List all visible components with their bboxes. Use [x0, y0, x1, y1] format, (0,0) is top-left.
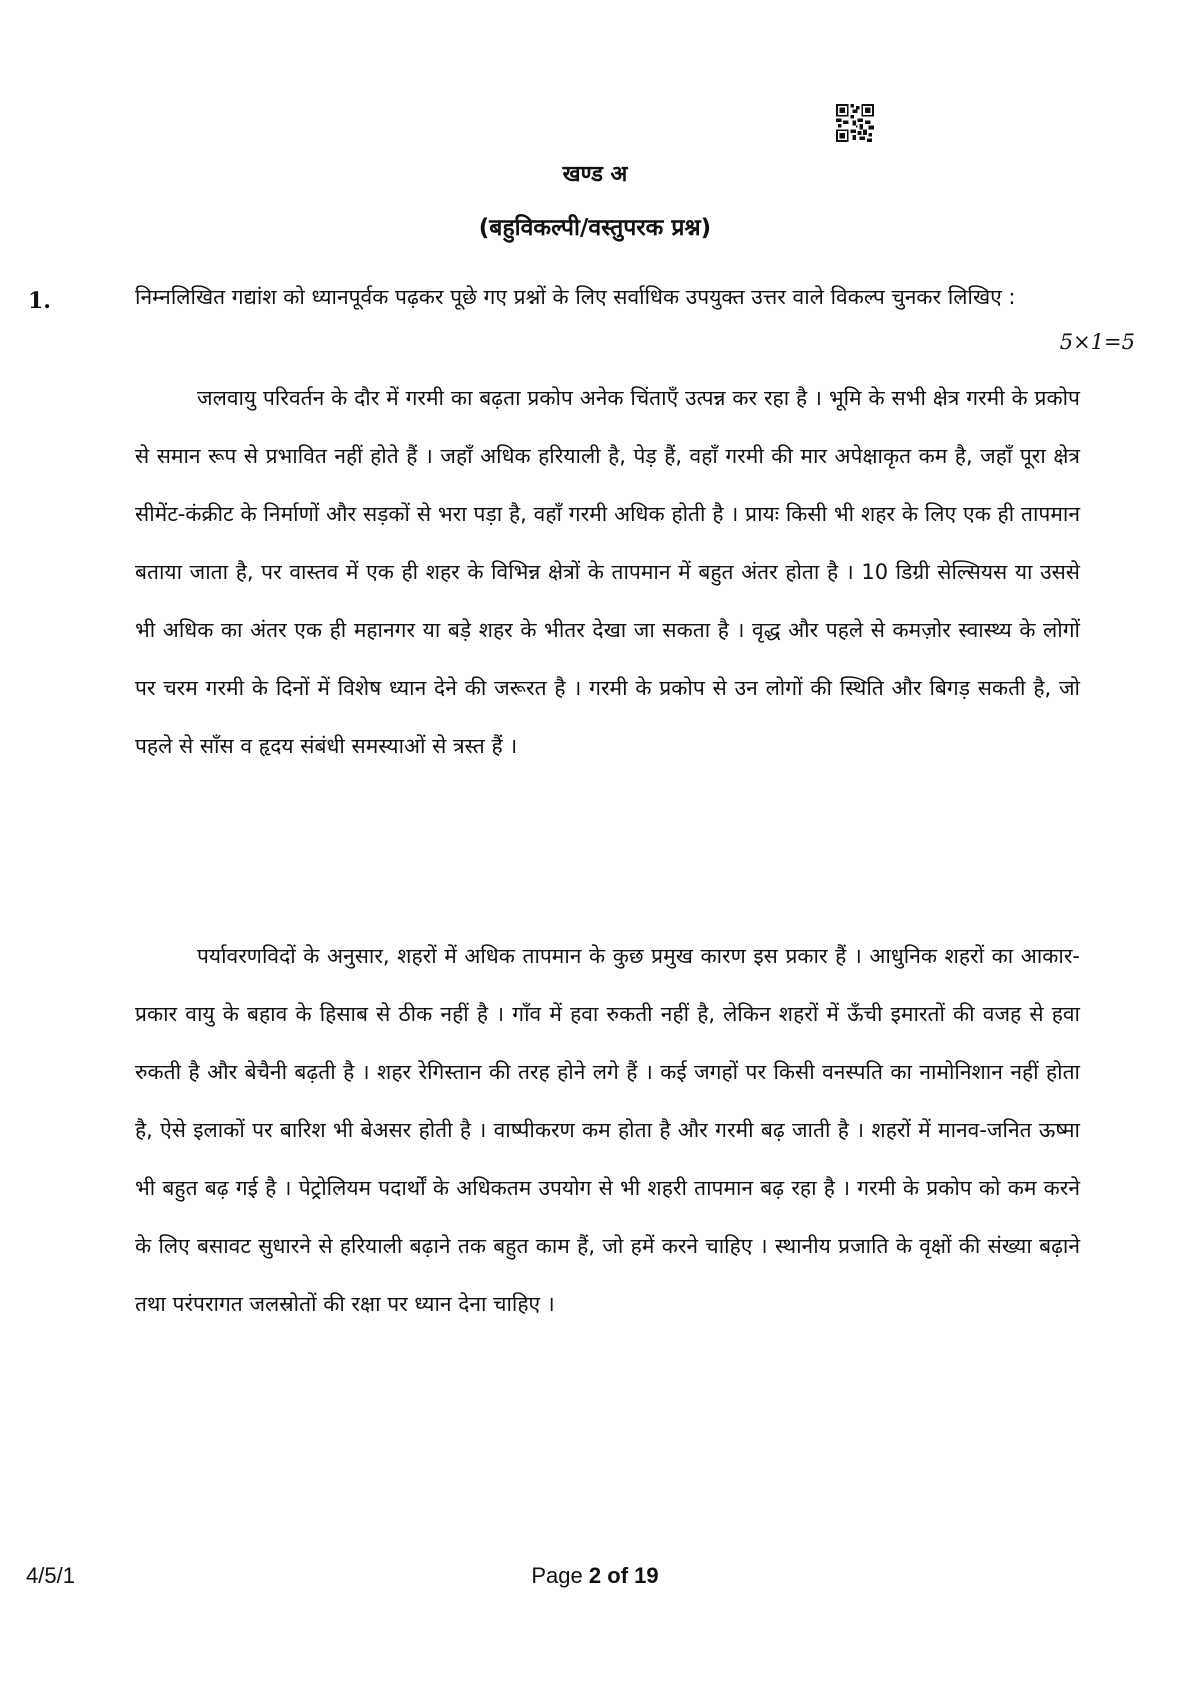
passage-paragraph-2: [135, 927, 1080, 1333]
question-instruction: निम्नलिखित गद्यांश को ध्यानपूर्वक पढ़कर पूछे गए प्रश्नों के लिए सर्वाधिक उपयुक्त उत्तर वाले विकल्प चुनकर लिखिए :: [135, 285, 1016, 309]
paragraph-text: जलवायु परिवर्तन के दौर में गरमी का बढ़ता प्रकोप अनेक चिंताएँ उत्पन्न कर रहा है । भूमि के सभी क्षेत्र गरमी के प्रकोप से समान रूप से प्रभावित नहीं होते हैं । जहाँ अधिक हरियाली है, पेड़ हैं, वहाँ गरमी की मार अपेक्षाकृत कम है, जहाँ पूरा क्षेत्र सीमेंट-कंक्रीट के निर्माणों और सड़कों से भरा पड़ा है, वहाँ गरमी अधिक होती है । प्रायः किसी भी शहर के लिए एक ही तापमान बताया जाता है, पर वास्तव में एक ही शहर के विभिन्न क्षेत्रों के तापमान में बहुत अंतर होता है । 10 डिग्री सेल्सियस या उससे भी अधिक का अंतर एक ही महानगर या बड़े शहर के भीतर देखा जा सकता है । वृद्ध और पहले से कमज़ोर स्वास्थ्य के लोगों पर चरम गरमी के दिनों में विशेष ध्यान देने की जरूरत है । गरमी के प्रकोप से उन लोगों की स्थिति और बिगड़ सकती है, जो पहले से साँस व हृदय संबंधी समस्याओं से त्रस्त हैं ।: [135, 386, 1080, 758]
qr-code-icon: [836, 104, 874, 142]
page-current: 2: [588, 1563, 602, 1588]
section-title: खण्ड अ: [562, 162, 628, 187]
page-number: [0, 1563, 1190, 1589]
paragraph-text: पर्यावरणविदों के अनुसार, शहरों में अधिक तापमान के कुछ प्रमुख कारण इस प्रकार हैं । आधुनिक शहरों का आकार-प्रकार वायु के बहाव के हिसाब से ठीक नहीं है । गाँव में हवा रुकती नहीं है, लेकिन शहरों में ऊँची इमारतों की वजह से हवा रुकती है और बेचैनी बढ़ती है । शहर रेगिस्तान की तरह होने लगे हैं । कई जगहों पर किसी वनस्पति का नामोनिशान नहीं होता है, ऐसे इलाकों पर बारिश भी बेअसर होती है । वाष्पीकरण कम होता है और गरमी बढ़ जाती है । शहरों में मानव-जनित ऊष्मा भी बहुत बढ़ गई है । पेट्रोलियम पदार्थों के अधिकतम उपयोग से भी शहरी तापमान बढ़ रहा है । गरमी के प्रकोप को कम करने के लिए बसावट सुधारने से हरियाली बढ़ाने तक बहुत काम हैं, जो हमें करने चाहिए । स्थानीय प्रजाति के वृक्षों की संख्या बढ़ाने तथा परंपरागत जलस्रोतों की रक्षा पर ध्यान देना चाहिए ।: [135, 944, 1080, 1316]
question-number: 1.: [28, 288, 51, 314]
paper-code: 4/5/1: [26, 1563, 75, 1588]
page-prefix: Page: [531, 1563, 583, 1588]
question-marks: 5×1=5: [1059, 330, 1135, 354]
page-of: of: [607, 1563, 629, 1588]
passage-paragraph-1: [135, 369, 1080, 775]
page-total: 19: [634, 1563, 659, 1588]
section-subtitle: (बहुविकल्पी/वस्तुपरक प्रश्न): [478, 215, 712, 241]
